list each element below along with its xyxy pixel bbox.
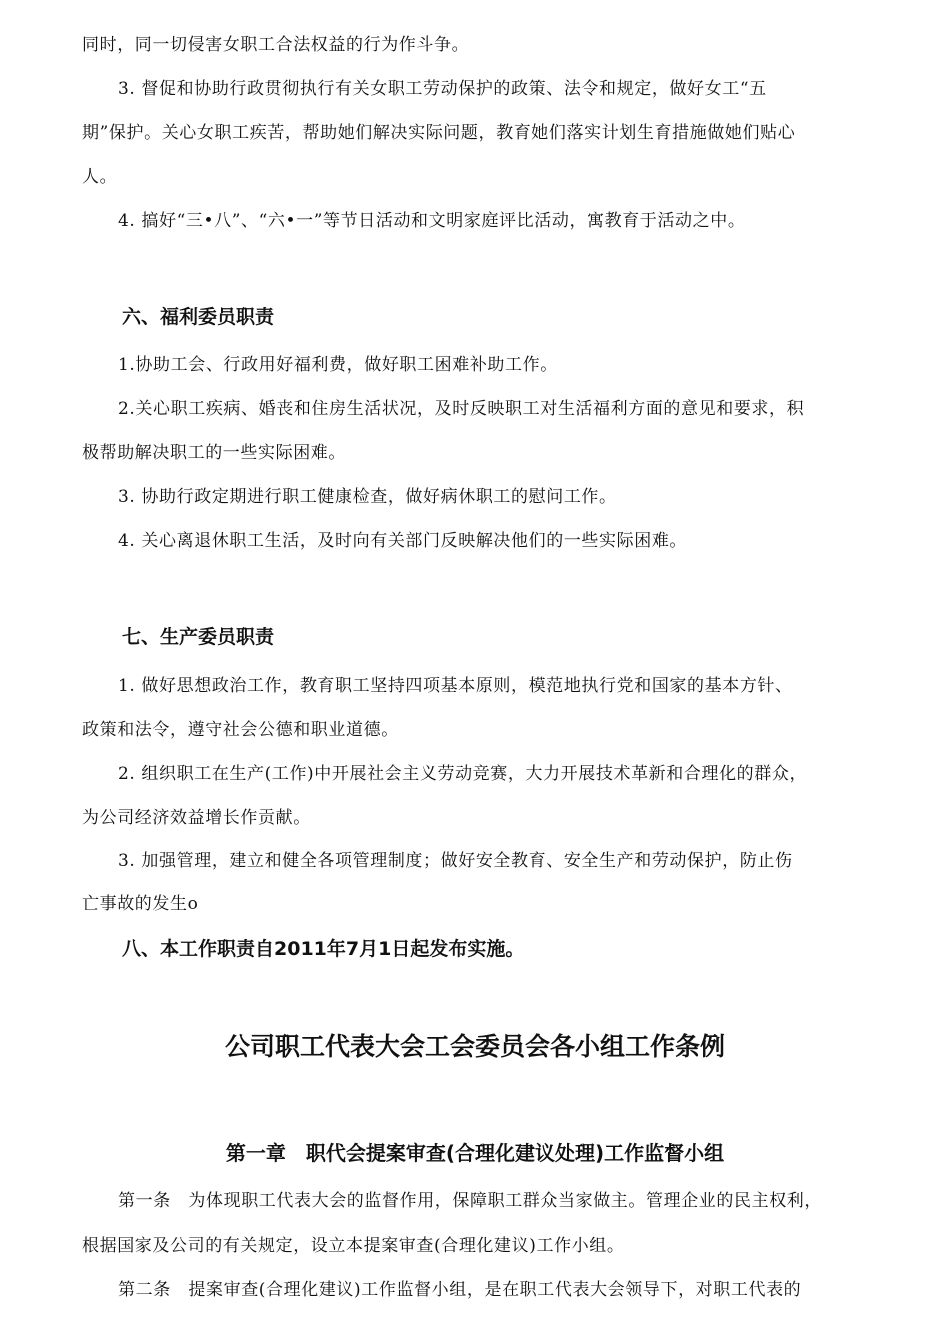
paragraph-line: 同时，同一切侵害女职工合法权益的行为作斗争。 — [82, 35, 470, 55]
article-1-line2: 根据国家及公司的有关规定，设立本提案审查(合理化建议)工作小组。 — [82, 1236, 625, 1256]
document-title: 公司职工代表大会工会委员会各小组工作条例 — [224, 1032, 725, 1061]
chapter-heading: 第一章 职代会提案审查(合理化建议处理)工作监督小组 — [225, 1141, 725, 1165]
list-item-1-line1: 1. 做好思想政治工作，教育职工坚持四项基本原则，模范地执行党和国家的基本方针、 — [118, 676, 793, 696]
article-2-line1: 第二条 提案审查(合理化建议)工作监督小组，是在职工代表大会领导下，对职工代表的 — [118, 1280, 802, 1300]
section-heading-effective-date: 八、本工作职责自2011年7月1日起发布实施。 — [122, 938, 525, 960]
list-item-3-line2: 期”保护。关心女职工疾苦，帮助她们解决实际问题，教育她们落实计划生育措施做她们贴心 — [82, 123, 796, 143]
article-1-line1: 第一条 为体现职工代表大会的监督作用，保障职工群众当家做主。管理企业的民主权利， — [118, 1191, 822, 1211]
list-item-4: 4. 关心离退休职工生活，及时向有关部门反映解决他们的一些实际困难。 — [118, 531, 688, 551]
list-item-3-line3: 人。 — [82, 167, 118, 187]
list-item-2-line2: 为公司经济效益增长作贡献。 — [82, 808, 311, 828]
list-item-3-line1: 3. 督促和协助行政贯彻执行有关女职工劳动保护的政策、法令和规定，做好女工“五 — [118, 79, 767, 99]
section-heading-welfare: 六、福利委员职责 — [122, 306, 275, 328]
list-item-2-line1: 2. 组织职工在生产(工作)中开展社会主义劳动竞赛，大力开展技术革新和合理化的群众， — [118, 764, 808, 784]
section-heading-production: 七、生产委员职责 — [122, 626, 275, 648]
list-item-1: 1.协助工会、行政用好福利费，做好职工困难补助工作。 — [118, 355, 558, 375]
list-item-2-line1: 2.关心职工疾病、婚丧和住房生活状况，及时反映职工对生活福利方面的意见和要求，积 — [118, 399, 805, 419]
list-item-2-line2: 极帮助解决职工的一些实际困难。 — [82, 443, 346, 463]
list-item-3: 3. 协助行政定期进行职工健康检查，做好病休职工的慰问工作。 — [118, 487, 617, 507]
list-item-3-line1: 3. 加强管理，建立和健全各项管理制度；做好安全教育、安全生产和劳动保护，防止伤 — [118, 851, 793, 871]
list-item-3-line2: 亡事故的发生o — [82, 894, 199, 914]
list-item-4: 4. 搞好“三•八”、“六•一”等节日活动和文明家庭评比活动，寓教育于活动之中。 — [118, 211, 746, 231]
list-item-1-line2: 政策和法令，遵守社会公德和职业道德。 — [82, 720, 399, 740]
